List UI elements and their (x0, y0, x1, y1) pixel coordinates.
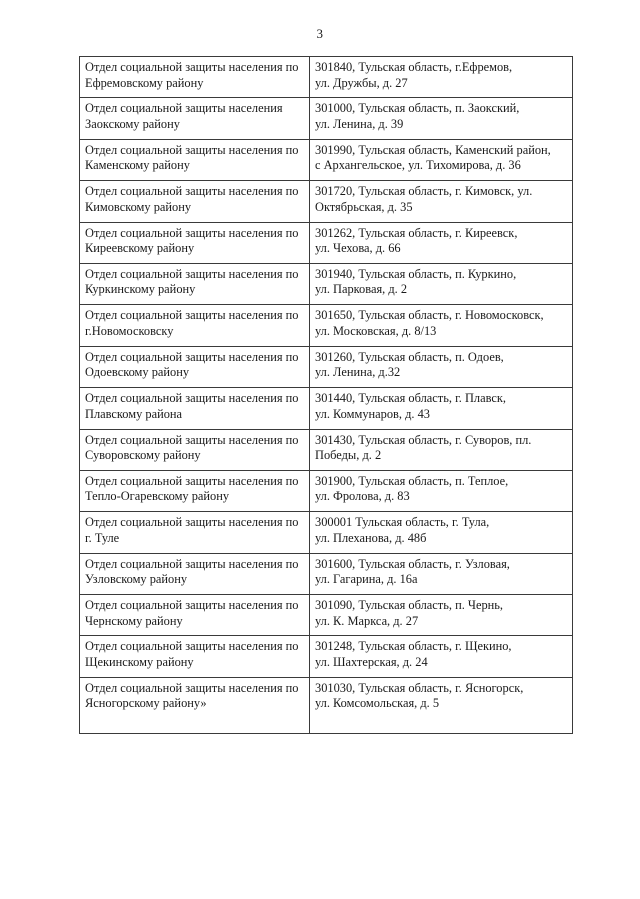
office-address-line: ул. Плеханова, д. 48б (315, 530, 427, 545)
office-name-cell (80, 305, 310, 346)
office-address-line: 301840, Тульская область, г.Ефремов, (315, 60, 513, 74)
table-row (80, 512, 573, 553)
office-name-line: Тепло-Огаревскому району (85, 489, 230, 504)
office-name-line: Отдел социальной защиты населения по (85, 225, 299, 240)
office-name-cell (80, 636, 310, 677)
office-name-line: Отдел социальной защиты населения по (85, 142, 299, 157)
office-address-line: ул. Коммунаров, д. 43 (315, 406, 430, 421)
table-row (80, 346, 573, 387)
office-address-line: ул. Дружбы, д. 27 (315, 75, 408, 90)
office-address-line: 301900, Тульская область, п. Теплое, (315, 473, 509, 488)
office-name-line: Ефремовскому району (85, 75, 204, 90)
office-name-line: Плавскому района (85, 406, 183, 421)
office-name-line: Отдел социальной защиты населения по (85, 556, 299, 571)
office-address-cell (310, 57, 573, 98)
office-address-cell (310, 263, 573, 304)
office-name-line: Отдел социальной защиты населения по (85, 266, 299, 281)
office-name-line: Отдел социальной защиты населения по (85, 639, 299, 654)
table-row (80, 636, 573, 677)
office-address-cell (310, 346, 573, 387)
office-name-line: Отдел социальной защиты населения по (85, 515, 299, 530)
office-address-line: ул. Ленина, д. 39 (315, 116, 404, 131)
office-address-cell (310, 98, 573, 139)
office-address-cell (310, 388, 573, 429)
office-name-line: Отдел социальной защиты населения по (85, 473, 299, 488)
table-row (80, 553, 573, 594)
table-row (80, 305, 573, 346)
office-address-line: 301430, Тульская область, г. Суворов, пл. (315, 432, 532, 447)
office-address-line: 301600, Тульская область, г. Узловая, (315, 556, 510, 571)
office-address-cell (310, 595, 573, 636)
office-address-line: ул. Шахтерская, д. 24 (315, 654, 428, 669)
office-name-cell (80, 346, 310, 387)
office-address-line: Октябрьская, д. 35 (315, 199, 413, 214)
office-address-line: ул. Чехова, д. 66 (315, 241, 401, 256)
office-address-line: ул. Фролова, д. 83 (315, 489, 410, 504)
office-address-cell (310, 181, 573, 222)
office-name-cell (80, 512, 310, 553)
office-name-line: Отдел социальной защиты населения по (85, 391, 299, 406)
office-address-line: 301030, Тульская область, г. Ясногорск, (315, 680, 524, 695)
office-address-line: 301090, Тульская область, п. Чернь, (315, 598, 504, 613)
office-address-line: ул. Ленина, д.32 (315, 365, 401, 380)
table-row (80, 595, 573, 636)
table-row (80, 263, 573, 304)
table-row (80, 139, 573, 180)
office-address-line: 301650, Тульская область, г. Новомосковск, (315, 308, 544, 323)
office-name-line: Отдел социальной защиты населения (85, 101, 283, 116)
table-row (80, 470, 573, 511)
office-name-cell (80, 553, 310, 594)
table-row (80, 677, 573, 733)
office-name-cell (80, 595, 310, 636)
office-address-line: 301262, Тульская область, г. Киреевск, (315, 225, 518, 240)
office-address-cell (310, 470, 573, 511)
office-name-line: Чернскому району (85, 613, 183, 628)
office-address-cell (310, 222, 573, 263)
office-address-line: Победы, д. 2 (315, 448, 382, 463)
office-name-line: Отдел социальной защиты населения по (85, 308, 299, 323)
office-address-line: с Архангельское, ул. Тихомирова, д. 36 (315, 158, 521, 173)
office-name-line: Узловскому району (85, 572, 188, 587)
office-address-line: 301000, Тульская область, п. Заокский, (315, 101, 520, 116)
office-address-line: 300001 Тульская область, г. Тула, (315, 515, 490, 530)
office-address-line: ул. Московская, д. 8/13 (315, 323, 437, 338)
office-address-line: 301248, Тульская область, г. Щекино, (315, 639, 512, 654)
table-row (80, 222, 573, 263)
office-name-line: Ясногорскому району» (85, 696, 207, 711)
office-address-cell (310, 305, 573, 346)
office-name-line: Отдел социальной защиты населения по (85, 184, 299, 199)
office-name-line: г.Новомосковску (85, 323, 174, 338)
office-name-cell (80, 677, 310, 733)
office-name-line: Отдел социальной защиты населения по (85, 598, 299, 613)
office-name-line: Кимовскому району (85, 199, 192, 214)
office-address-line: 301260, Тульская область, п. Одоев, (315, 349, 504, 364)
office-name-line: Отдел социальной защиты населения по (85, 432, 299, 447)
office-name-cell (80, 139, 310, 180)
table-row (80, 388, 573, 429)
office-name-line: г. Туле (85, 530, 120, 545)
office-name-cell (80, 263, 310, 304)
office-address-line: 301990, Тульская область, Каменский район, (315, 142, 551, 157)
office-name-cell (80, 470, 310, 511)
office-name-line: Отдел социальной защиты населения по (85, 349, 299, 364)
office-name-cell (80, 429, 310, 470)
office-address-line: ул. Комсомольская, д. 5 (315, 696, 440, 711)
office-address-line: 301720, Тульская область, г. Кимовск, ул. (315, 184, 533, 199)
office-address-cell (310, 429, 573, 470)
offices-table (79, 56, 573, 734)
office-name-line: Отдел социальной защиты населения по (85, 60, 299, 74)
table-row (80, 98, 573, 139)
office-address-cell (310, 139, 573, 180)
office-name-cell (80, 388, 310, 429)
table-row (80, 181, 573, 222)
office-address-line: ул. К. Маркса, д. 27 (315, 613, 419, 628)
office-address-line: ул. Парковая, д. 2 (315, 282, 408, 297)
office-name-line: Заокскому району (85, 116, 180, 131)
office-name-line: Киреевскому району (85, 241, 195, 256)
office-name-cell (80, 57, 310, 98)
page-number: 3 (316, 26, 324, 41)
office-name-cell (80, 222, 310, 263)
office-address-cell (310, 512, 573, 553)
office-name-line: Суворовскому району (85, 448, 201, 463)
office-address-cell (310, 553, 573, 594)
office-name-cell (80, 181, 310, 222)
office-address-cell (310, 677, 573, 733)
office-address-line: 301940, Тульская область, п. Куркино, (315, 266, 517, 281)
office-name-line: Каменскому району (85, 158, 190, 173)
office-name-line: Одоевскому району (85, 365, 190, 380)
table-row (80, 57, 573, 98)
offices-table-body (80, 57, 573, 734)
office-address-cell (310, 636, 573, 677)
office-address-line: ул. Гагарина, д. 16а (315, 572, 418, 587)
table-row (80, 429, 573, 470)
office-address-line: 301440, Тульская область, г. Плавск, (315, 391, 506, 406)
office-name-line: Отдел социальной защиты населения по (85, 680, 299, 695)
office-name-line: Щекинскому району (85, 654, 194, 669)
office-name-line: Куркинскому району (85, 282, 196, 297)
office-name-cell (80, 98, 310, 139)
